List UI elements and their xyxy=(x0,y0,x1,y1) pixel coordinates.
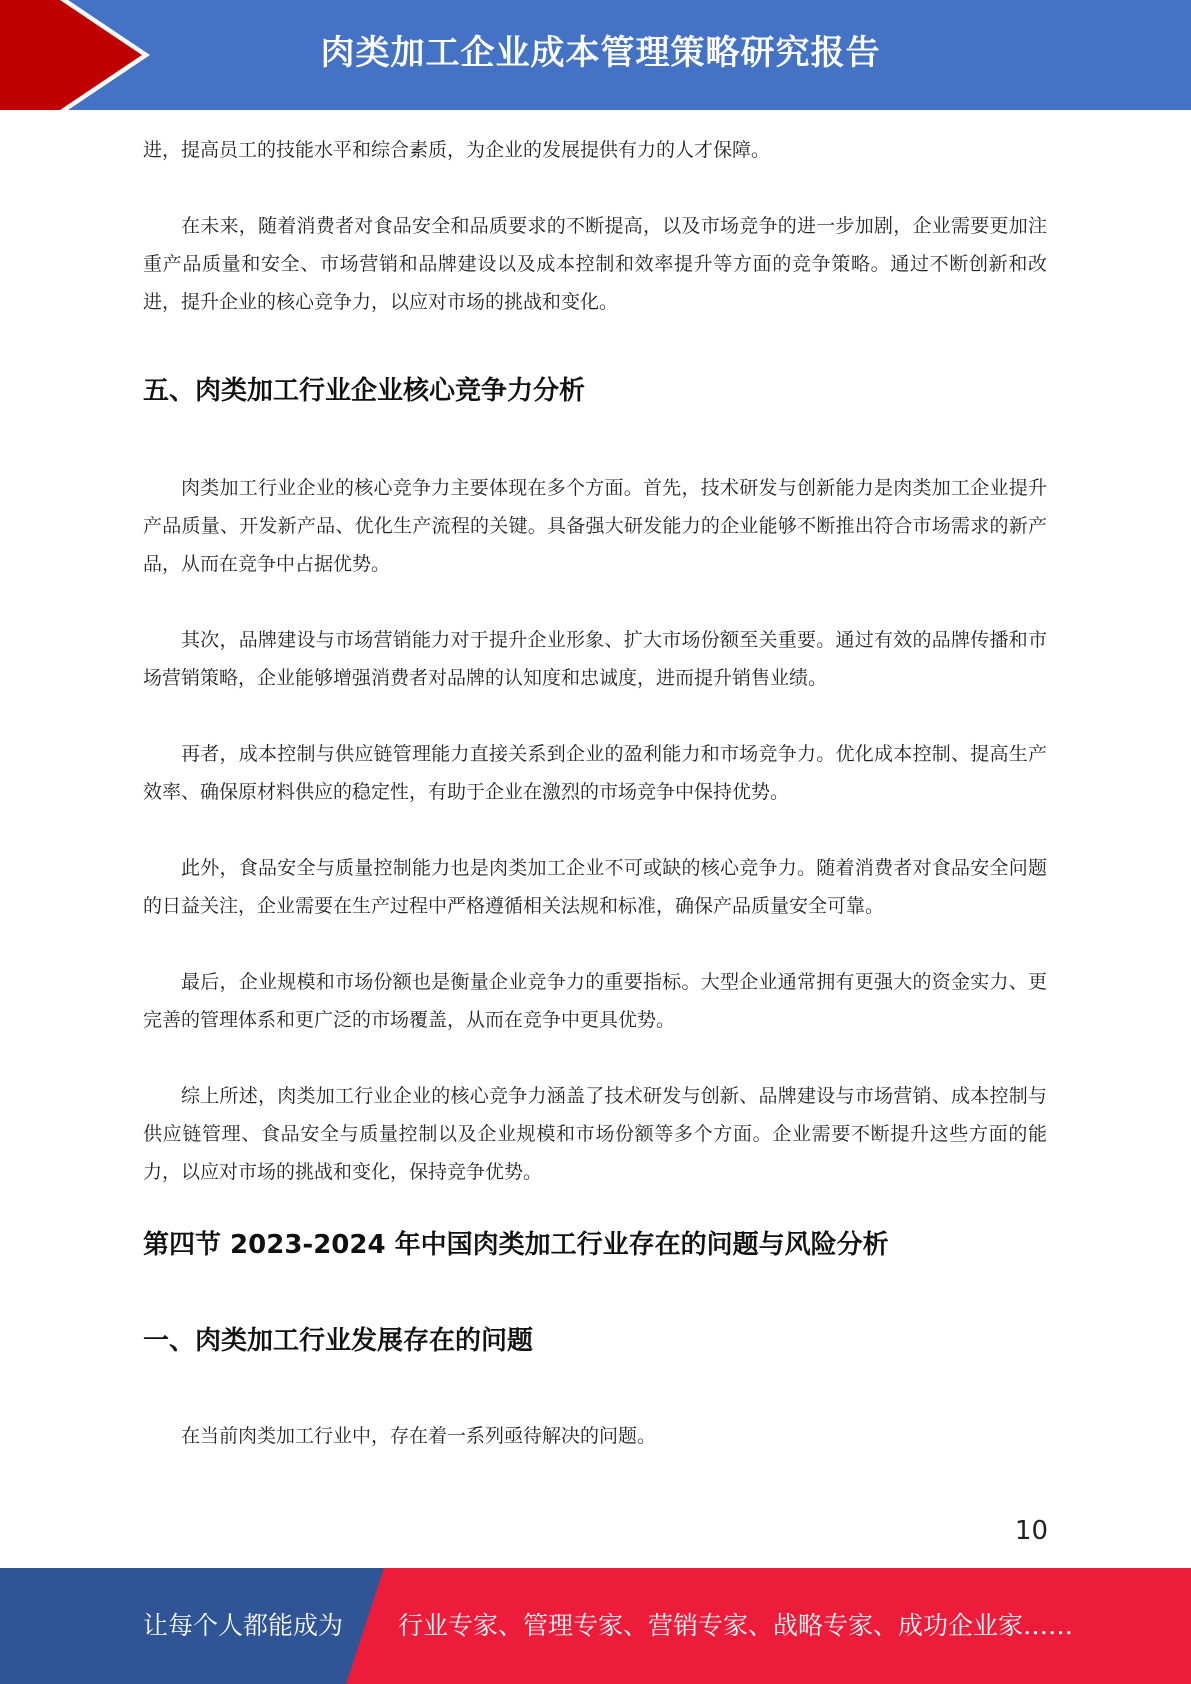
footer-slogan-right: 行业专家、管理专家、营销专家、战略专家、成功企业家…… xyxy=(398,1611,1074,1640)
paragraph-food-safety: 此外，食品安全与质量控制能力也是肉类加工企业不可或缺的核心竞争力。随着消费者对食品安全问题的日益关注，企业需要在生产过程中严格遵循相关法规和标准，确保产品质量安全可靠。 xyxy=(143,857,1047,917)
paragraph-cost-supply-chain: 再者，成本控制与供应链管理能力直接关系到企业的盈利能力和市场竞争力。优化成本控制、提高生产效率、确保原材料供应的稳定性，有助于企业在激烈的市场竞争中保持优势。 xyxy=(143,743,1047,803)
section-heading-problems-risks: 第四节 2023-2024 年中国肉类加工行业存在的问题与风险分析 xyxy=(143,1230,889,1260)
paragraph-problems-intro: 在当前肉类加工行业中，存在着一系列亟待解决的问题。 xyxy=(181,1425,657,1447)
paragraph-continuation: 进，提高员工的技能水平和综合素质，为企业的发展提供有力的人才保障。 xyxy=(143,139,771,161)
footer-slogan-left: 让每个人都能成为 xyxy=(143,1611,344,1640)
subsection-heading-problems: 一、肉类加工行业发展存在的问题 xyxy=(143,1326,534,1356)
header-bar xyxy=(0,0,1191,110)
paragraph-scale-share: 最后，企业规模和市场份额也是衡量企业竞争力的重要指标。大型企业通常拥有更强大的资金实力、更完善的管理体系和更广泛的市场覆盖，从而在竞争中更具优势。 xyxy=(143,971,1047,1031)
section-heading-core-competitiveness: 五、肉类加工行业企业核心竞争力分析 xyxy=(143,376,586,406)
footer-banner xyxy=(0,1568,1191,1684)
report-title: 肉类加工企业成本管理策略研究报告 xyxy=(320,33,881,73)
paragraph-summary: 综上所述，肉类加工行业企业的核心竞争力涵盖了技术研发与创新、品牌建设与市场营销、成本控制与供应链管理、食品安全与质量控制以及企业规模和市场份额等多个方面。企业需要不断提升这些方面的能力，以应对市场的挑战和变化，保持竞争优势。 xyxy=(143,1085,1047,1183)
paragraph-brand-marketing: 其次，品牌建设与市场营销能力对于提升企业形象、扩大市场份额至关重要。通过有效的品牌传播和市场营销策略，企业能够增强消费者对品牌的认知度和忠诚度，进而提升销售业绩。 xyxy=(143,629,1047,689)
paragraph-tech-innovation: 肉类加工行业企业的核心竞争力主要体现在多个方面。首先，技术研发与创新能力是肉类加工企业提升产品质量、开发新产品、优化生产流程的关键。具备强大研发能力的企业能够不断推出符合市场需求的新产品，从而在竞争中占据优势。 xyxy=(143,477,1047,575)
page-number: 10 xyxy=(1014,1516,1048,1546)
header-arrow-decoration xyxy=(0,0,160,110)
paragraph-future-strategy: 在未来，随着消费者对食品安全和品质要求的不断提高，以及市场竞争的进一步加剧，企业需要更加注重产品质量和安全、市场营销和品牌建设以及成本控制和效率提升等方面的竞争策略。通过不断创新和改进，提升企业的核心竞争力，以应对市场的挑战和变化。 xyxy=(143,215,1047,313)
page-content xyxy=(143,131,1047,1455)
